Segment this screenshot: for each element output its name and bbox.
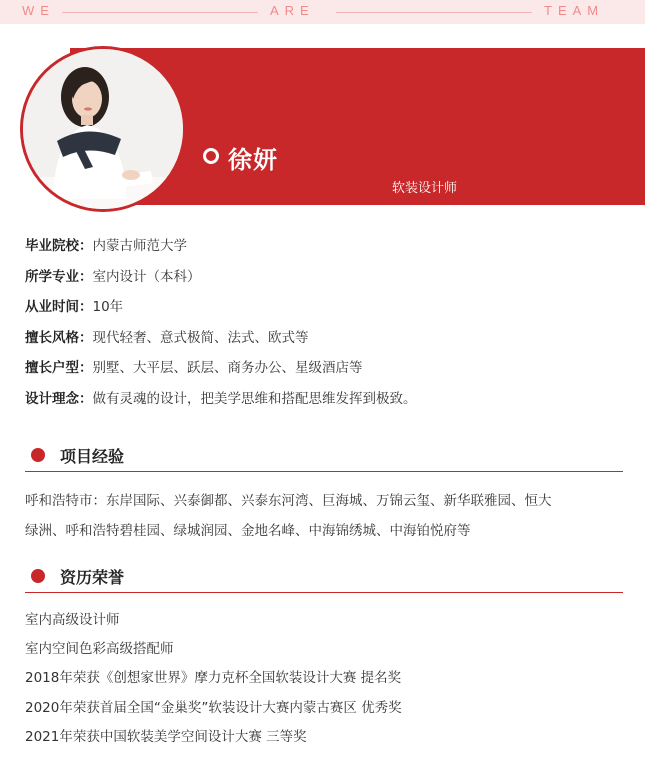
info-label: 毕业院校：	[25, 238, 93, 254]
honors-list	[25, 608, 625, 754]
honor-item: 2020年荣获首届全国“金巢奖”软装设计大赛内蒙古赛区 优秀奖	[25, 699, 402, 716]
info-value: 别墅、大平层、跃层、商务办公、星级酒店等	[92, 360, 363, 376]
projects-line: 呼和浩特市：东岸国际、兴泰御都、兴泰东河湾、巨海城、万锦云玺、新华联雅园、恒大	[25, 493, 552, 509]
info-value: 现代轻奢、意式极简、法式、欧式等	[92, 329, 309, 346]
section-bullet-icon	[31, 448, 45, 462]
header-word-are: ARE	[270, 3, 315, 18]
info-row-school	[25, 234, 625, 265]
designer-role: 软装设计师	[392, 181, 458, 196]
info-label: 所学专业：	[25, 268, 93, 285]
info-value: 10年	[92, 299, 124, 315]
honor-item: 2018年荣获《创想家世界》摩力克杯全国软装设计大赛 提名奖	[25, 670, 402, 687]
projects-line: 绿洲、呼和浩特碧桂园、绿城润园、金地名峰、中海锦绣城、中海铂悦府等	[25, 523, 471, 539]
info-value: 室内设计（本科）	[92, 268, 201, 285]
we-are-team-header	[0, 0, 645, 24]
info-label: 擅长风格：	[25, 329, 93, 346]
honor-item: 2021年荣获中国软装美学空间设计大赛 三等奖	[25, 728, 307, 745]
info-label: 设计理念：	[25, 390, 93, 407]
info-label: 擅长户型：	[25, 360, 93, 376]
section-title: 项目经验	[60, 447, 125, 466]
profile-info-list	[25, 234, 625, 417]
header-word-team: TEAM	[544, 3, 605, 18]
info-row-major	[25, 265, 625, 296]
projects-list	[25, 486, 625, 546]
name-bullet-icon	[203, 148, 219, 164]
portrait-photo	[23, 49, 183, 209]
info-row-experience	[25, 295, 625, 326]
info-row-philosophy	[25, 387, 625, 418]
section-title: 资历荣誉	[60, 568, 125, 587]
honor-item: 室内高级设计师	[25, 612, 120, 628]
header-divider-right	[336, 12, 532, 13]
projects-section-header	[25, 441, 623, 472]
designer-name: 徐妍	[228, 146, 278, 174]
info-value: 做有灵魂的设计，把美学思维和搭配思维发挥到极致。	[92, 390, 417, 407]
honor-item: 室内空间色彩高级搭配师	[25, 641, 174, 658]
info-label: 从业时间：	[25, 299, 93, 315]
honors-section-header	[25, 562, 623, 593]
section-bullet-icon	[31, 569, 45, 583]
header-word-we: WE	[22, 3, 55, 18]
info-row-house-types	[25, 356, 625, 387]
info-value: 内蒙古师范大学	[92, 238, 187, 254]
info-row-styles	[25, 326, 625, 357]
header-divider-left	[62, 12, 258, 13]
